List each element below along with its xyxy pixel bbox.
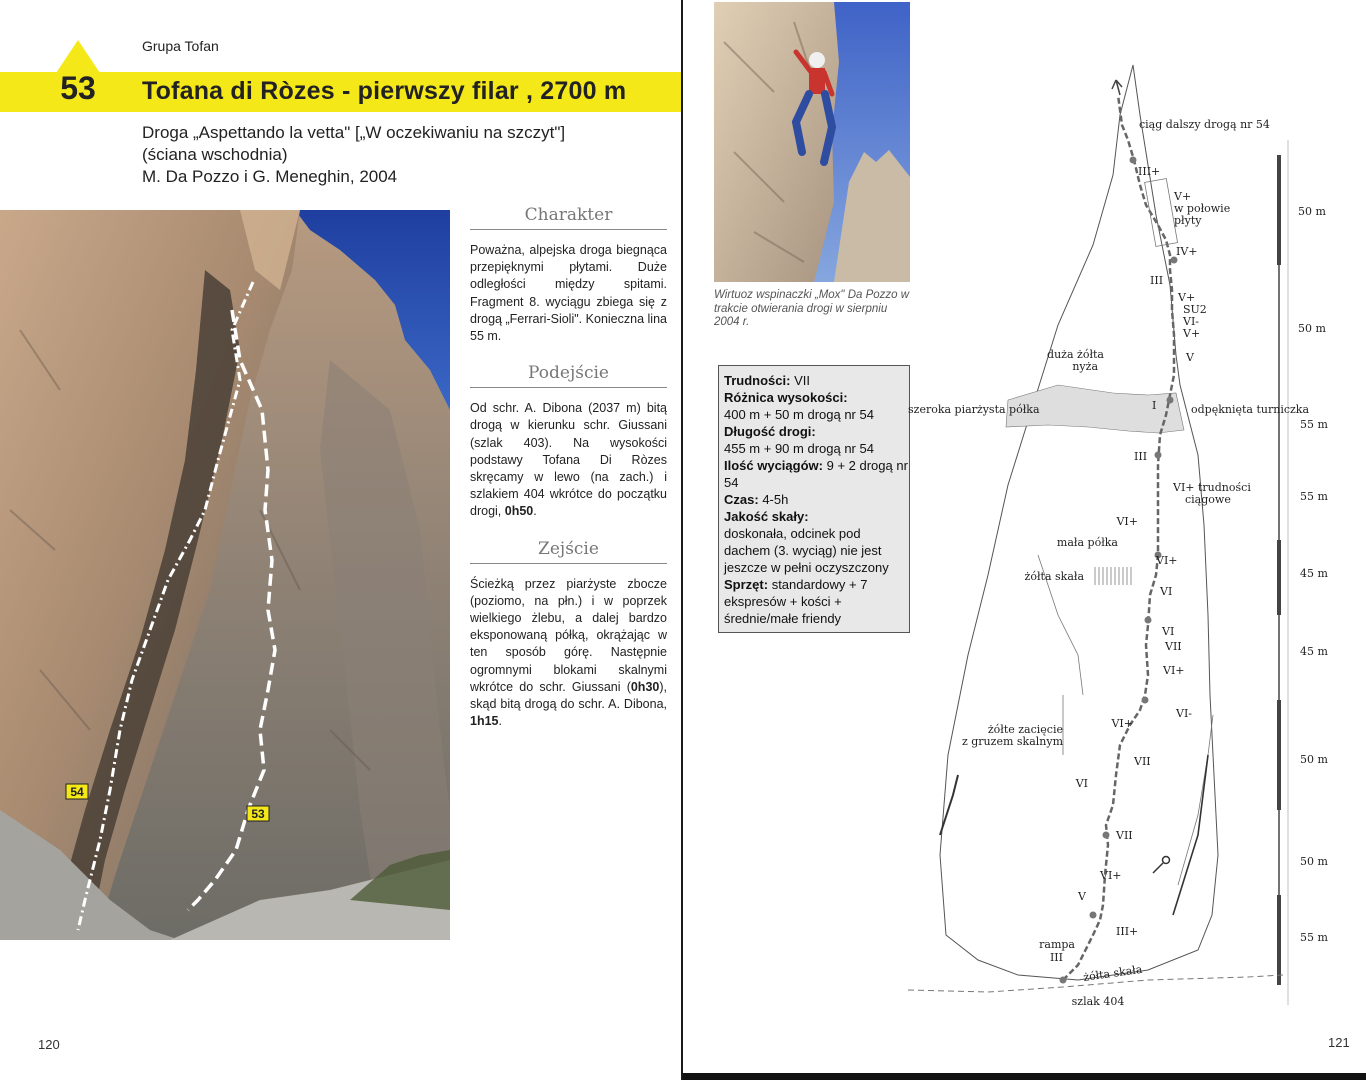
grade: VI: [1160, 585, 1173, 598]
yellow-rock-hatch: [1095, 567, 1131, 585]
route-54-label: 54: [70, 785, 84, 799]
route-54-tag: [66, 784, 88, 799]
podejscie-text: Od schr. A. Dibona (2037 m) bitą drogą w kierunku schr. Giussani (szlak 403). Na wysokości podstawy Tofana Di Ròzes skręcamy w lewo (na zach.) i szlakiem 404 wkrótce do początku drogi, 0h50.: [470, 401, 667, 519]
descent-time-2: 1h15: [470, 714, 499, 729]
descent-time-1: 0h30: [630, 679, 660, 694]
grade: VI+: [1100, 869, 1122, 882]
grade: VI+: [1111, 717, 1133, 730]
climber-photo: [714, 2, 910, 282]
route-53-label: 53: [251, 807, 265, 821]
charakter-text: Poważna, alpejska droga biegnąca przepięknymi płytami. Duże odległości między spitami. Fragment 8. wyciągu zbiega się z drogą „Ferrari-Sioli". Konieczna lina 55 m.: [470, 243, 667, 344]
grade: VI: [1162, 625, 1175, 638]
grade: SU2: [1183, 303, 1207, 316]
info-pitches: Ilość wyciągów: 9 + 2 drogą nr 54: [724, 458, 908, 490]
label-big-niche-2: nyża: [1072, 360, 1098, 373]
route-description: [470, 205, 667, 748]
photo-caption: Wirtuoz wspinaczki „Mox" Da Pozzo w trakcie otwierania drogi w sierpniu 2004 r.: [714, 289, 910, 328]
group-name: Grupa Tofan: [142, 38, 219, 54]
label-wide-ledge: szeroka piarżysta półka: [908, 403, 1040, 416]
page-number-right: 121: [1328, 1035, 1350, 1050]
page-title: Tofana di Ròzes - pierwszy filar , 2700 m: [142, 77, 627, 105]
label-yellow-rock: żółta skała: [1024, 570, 1084, 583]
grade: V: [1186, 351, 1194, 364]
pitch-length: 55 m: [1300, 490, 1328, 503]
info-length: Długość drogi: 455 m + 90 m drogą nr 54: [724, 424, 874, 456]
podejscie-heading: Podejście: [470, 363, 667, 388]
topo-diagram: [908, 55, 1358, 1015]
charakter-heading: Charakter: [470, 205, 667, 230]
info-gear: Sprzęt: standardowy + 7 ekspresów + kości + średnie/małe friendy: [724, 577, 868, 626]
page-number-left: 120: [38, 1037, 60, 1052]
label-trail: szlak 404: [1071, 995, 1125, 1008]
climber-helmet: [809, 52, 825, 68]
subtitle-line-1: Droga „Aspettando la vetta" [„W oczekiwaniu na szczyt"]: [142, 123, 566, 142]
grade: V+: [1178, 291, 1196, 304]
grade: VII: [1165, 640, 1182, 653]
grade: I: [1152, 399, 1157, 412]
info-time: Czas: 4-5h: [724, 492, 789, 507]
label-slab-3: płyty: [1174, 214, 1202, 227]
route-number: 53: [60, 70, 96, 106]
grade: VII: [1134, 755, 1151, 768]
pitch-length: 45 m: [1300, 645, 1328, 658]
label-slab-1: V+: [1174, 190, 1192, 203]
grade: VI-: [1183, 315, 1200, 328]
grade: VI+: [1163, 664, 1185, 677]
subtitle-line-2: (ściana wschodnia): [142, 145, 288, 164]
grade: VI+: [1156, 554, 1178, 567]
grade: VI+: [1116, 515, 1138, 528]
label-big-niche-1: duża żółta: [1047, 348, 1104, 361]
route-53-tag: [247, 806, 269, 821]
grade: III+: [1138, 165, 1161, 178]
zejscie-heading: Zejście: [470, 539, 667, 564]
route-info-box: [718, 365, 910, 633]
grade: VII: [1116, 829, 1133, 842]
label-cracked-tower: odpęknięta turniczka: [1191, 403, 1310, 416]
info-rock: Jakość skały: doskonała, odcinek pod dachem (3. wyciąg) nie jest jeszcze w pełni oczyszczony: [724, 509, 889, 575]
approach-time: 0h50: [504, 504, 534, 519]
label-yellow-rock-bottom-visible: żółta skała: [1082, 962, 1144, 984]
label-yellow-notch-2: z gruzem skalnym: [961, 735, 1063, 748]
route-subtitle: [142, 122, 565, 188]
label-small-ledge: mała półka: [1056, 536, 1118, 549]
pitch-length: 45 m: [1300, 567, 1328, 580]
grade: III: [1134, 450, 1148, 463]
pitch-length: 50 m: [1300, 753, 1328, 766]
label-slab-2: w połowie: [1174, 202, 1231, 215]
label-yellow-notch-1: żółte zacięcie: [987, 723, 1063, 736]
zejscie-text: Ścieżką przez piarżyste zbocze (poziomo, na płn.) i w poprzek wielkiego żlebu, a dalej bardzo eksponowaną półką, okrążając w ten sposób górę. Następnie ogromnymi blokami skalnymi wkrótce do schr. Giussani (0h30), skąd bitą drogą do schr. A. Dibona, 1h15.: [470, 576, 667, 729]
page-bottom-edge: [683, 1073, 1366, 1080]
subtitle-line-3: M. Da Pozzo i G. Meneghin, 2004: [142, 167, 398, 186]
pitch-length: 50 m: [1298, 322, 1326, 335]
pitch-length: 50 m: [1300, 855, 1328, 868]
label-vi-sustained-2: ciągowe: [1185, 493, 1231, 506]
info-difficulty: Trudności: VII: [724, 373, 810, 388]
grade: V: [1078, 890, 1086, 903]
pitch-length: 55 m: [1300, 418, 1328, 431]
pitch-length: 50 m: [1298, 205, 1326, 218]
grade: IV+: [1176, 245, 1198, 258]
label-ramp-grade: III: [1049, 951, 1063, 964]
info-height: Różnica wysokości: 400 m + 50 m drogą nr 54: [724, 390, 874, 422]
grade: III: [1150, 274, 1164, 287]
grade: VI-: [1176, 707, 1193, 720]
grade: V+: [1183, 327, 1201, 340]
right-page: [683, 0, 1366, 1080]
label-ramp: rampa: [1039, 938, 1075, 951]
topo-top-note: ciąg dalszy drogą nr 54: [1139, 118, 1270, 131]
grade: III+: [1116, 925, 1139, 938]
label-vi-sustained-1: VI+ trudności: [1173, 481, 1251, 494]
key-icon: [1153, 857, 1170, 874]
pitch-length: 55 m: [1300, 931, 1328, 944]
grade: VI: [1075, 777, 1088, 790]
wall-photo: [0, 210, 450, 940]
